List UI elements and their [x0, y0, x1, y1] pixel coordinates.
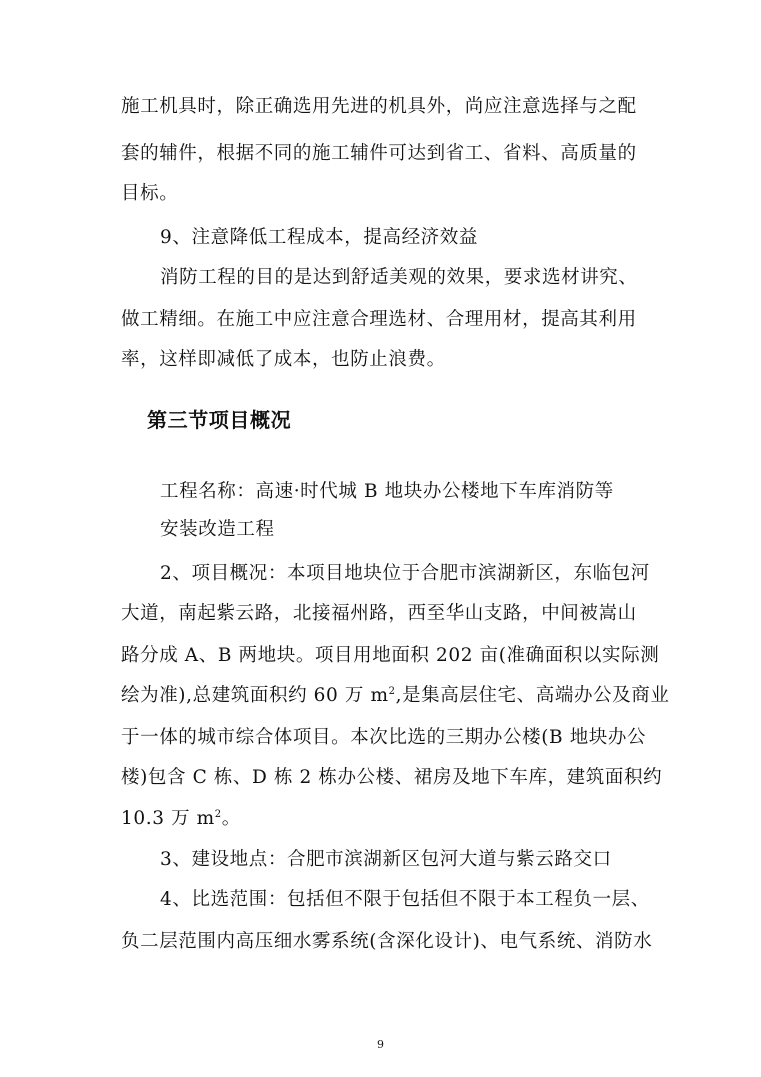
- paragraph-line: 做工精细。在施工中应注意合理选材、合理用材，提高其利用: [121, 309, 637, 330]
- paragraph-line: 目标。: [121, 183, 179, 204]
- text-segment: 。: [221, 808, 241, 829]
- superscript: 2: [214, 808, 222, 820]
- paragraph-line: 大道，南起紫云路，北接福州路，西至华山支路，中间被嵩山: [121, 603, 637, 624]
- paragraph-line: [121, 806, 241, 832]
- paragraph-line: 于一体的城市综合体项目。本次比选的三期办公楼(B 地块办公: [121, 727, 647, 748]
- list-item-3: 3、建设地点：合肥市滨湖新区包河大道与紫云路交口: [160, 849, 612, 870]
- paragraph-line: 率，这样即减低了成本，也防止浪费。: [121, 349, 446, 370]
- section-heading: 第三节项目概况: [147, 408, 292, 432]
- list-item-2: 2、项目概况：本项目地块位于合肥市滨湖新区，东临包河: [160, 563, 650, 584]
- paragraph-line: 楼)包含 C 栋、D 栋 2 栋办公楼、裙房及地下车库，建筑面积约: [121, 767, 663, 788]
- paragraph-line: 消防工程的目的是达到舒适美观的效果，要求选材讲究、: [160, 267, 638, 288]
- paragraph-line: [121, 683, 669, 709]
- list-item-4: 4、比选范围：包括但不限于包括但不限于本工程负一层、: [160, 889, 650, 910]
- project-name-line: 安装改造工程: [160, 519, 275, 540]
- paragraph-line: 套的辅件，根据不同的施工辅件可达到省工、省料、高质量的: [121, 143, 637, 164]
- paragraph-line: 路分成 A、B 两地块。项目用地面积 202 亩(准确面积以实际测: [121, 645, 660, 666]
- text-segment: 绘为准),总建筑面积约 60 万 m: [121, 685, 389, 706]
- text-segment: 10.3 万 m: [121, 808, 215, 829]
- superscript: 2: [388, 685, 396, 697]
- page-number: 9: [377, 1038, 384, 1051]
- project-name-line: 工程名称：高速·时代城 B 地块办公楼地下车库消防等: [160, 481, 614, 502]
- list-item-9: 9、注意降低工程成本，提高经济效益: [160, 227, 478, 248]
- text-segment: ,是集高层住宅、高端办公及商业: [395, 685, 670, 706]
- paragraph-line: 负二层范围内高压细水雾系统(含深化设计)、电气系统、消防水: [121, 931, 653, 952]
- paragraph-line: 施工机具时，除正确选用先进的机具外，尚应注意选择与之配: [121, 96, 637, 117]
